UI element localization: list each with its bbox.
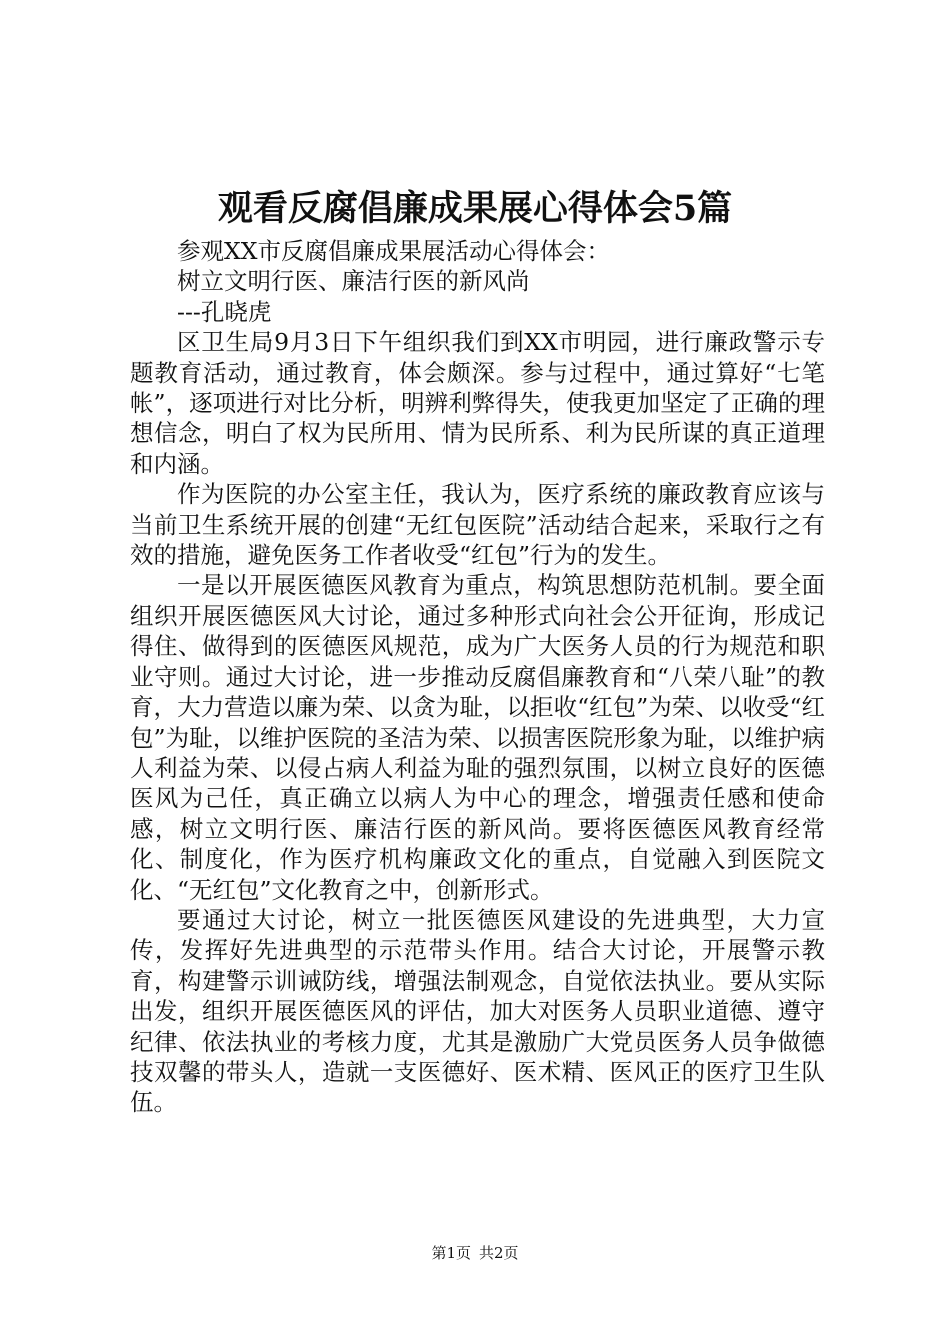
page-total: 共2页 — [479, 1244, 519, 1262]
document-body — [130, 236, 825, 1118]
paragraph: 一是以开展医德医风教育为重点，构筑思想防范机制。要全面组织开展医德医风大讨论，通过多种形式向社会公开征询，形成记得住、做得到的医德医风规范，成为广大医务人员的行为规范和职业守则。通过大讨论，进一步推动反腐倡廉教育和“八荣八耻”的教育，大力营造以廉为荣、以贪为耻，以拒收“红包”为荣、以收受“红包”为耻，以维护医院的圣洁为荣、以损害医院形象为耻，以维护病人利益为荣、以侵占病人利益为耻的强烈氛围，以树立良好的医德医风为己任，真正确立以病人为中心的理念，增强责任感和使命感，树立文明行医、廉洁行医的新风尚。要将医德医风教育经常化、制度化，作为医疗机构廉政文化的重点，自觉融入到医院文化、“无红包”文化教育之中，创新形式。 — [130, 571, 825, 904]
paragraph: 作为医院的办公室主任，我认为，医疗系统的廉政教育应该与当前卫生系统开展的创建“无红包医院”活动结合起来，采取行之有效的措施，避免医务工作者收受“红包”行为的发生。 — [130, 480, 825, 570]
document-title: 观看反腐倡廉成果展心得体会5篇 — [217, 188, 733, 229]
page-footer — [0, 1243, 950, 1263]
paragraph: 区卫生局9月3日下午组织我们到XX市明园，进行廉政警示专题教育活动，通过教育，体会颇深。参与过程中，通过算好“七笔帐”，逐项进行对比分析，明辨利弊得失，使我更加坚定了正确的理想信念，明白了权为民所用、情为民所系、利为民所谋的真正道理和内涵。 — [130, 328, 825, 478]
paragraph-author: ---孔晓虎 — [177, 297, 272, 326]
paragraph-subtitle: 树立文明行医、廉洁行医的新风尚 — [177, 267, 530, 296]
paragraph-intro: 参观XX市反腐倡廉成果展活动心得体会： — [177, 237, 610, 265]
page-number: 第1页 — [431, 1244, 471, 1262]
paragraph: 要通过大讨论，树立一批医德医风建设的先进典型，大力宣传，发挥好先进典型的示范带头作用。结合大讨论，开展警示教育，构建警示训诫防线，增强法制观念，自觉依法执业。要从实际出发，组织开展医德医风的评估，加大对医务人员职业道德、遵守纪律、依法执业的考核力度，尤其是激励广大党员医务人员争做德技双馨的带头人，造就一支医德好、医术精、医风正的医疗卫生队伍。 — [130, 905, 825, 1117]
